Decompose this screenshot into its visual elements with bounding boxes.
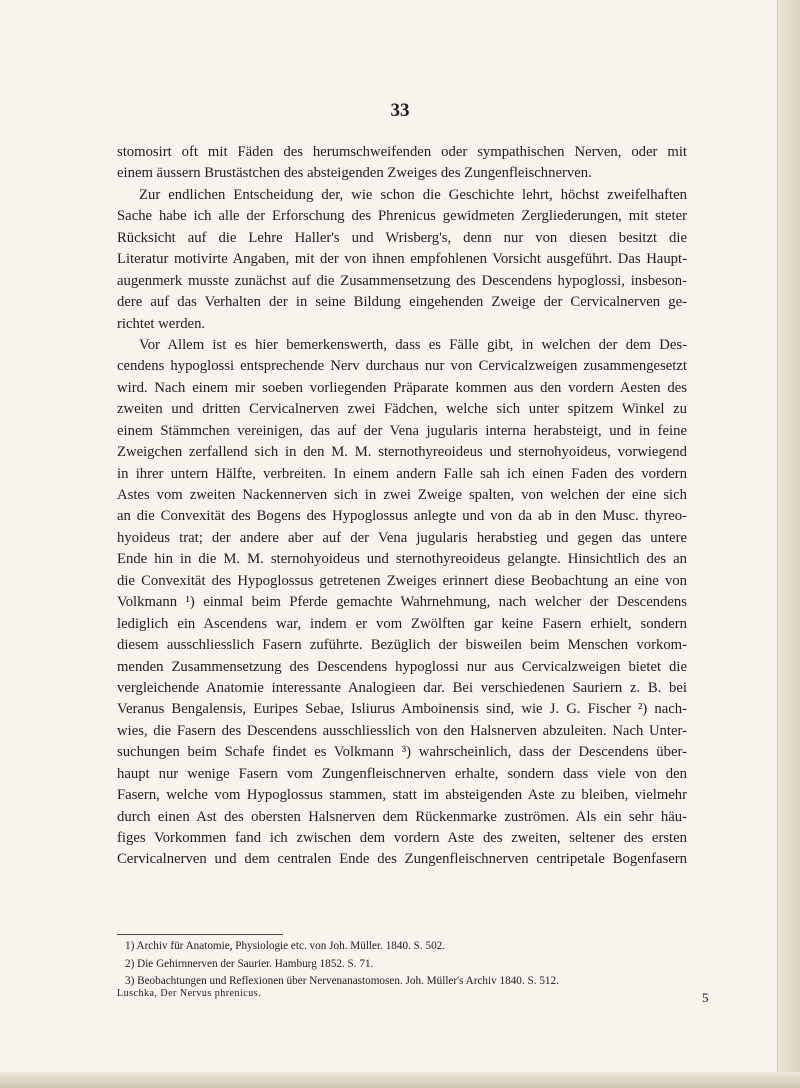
text-line: Cervicalnerven und dem centralen Ende des Zungenfleischnerven centripetale Bogenfasern xyxy=(117,851,687,868)
text-line: Vor Allem ist es hier bemerkenswerth, dass es Fälle gibt, in welchen der dem Des- xyxy=(139,336,687,353)
text-line: Sache habe ich alle der Erforschung des Phrenicus gewidmeten Zergliederungen, mit steter xyxy=(117,208,687,225)
text-line: zweiten und dritten Cervicalnerven zwei Fädchen, welche sich unter spitzem Winkel zu xyxy=(117,401,687,418)
text-line: Astes vom zweiten Nackennerven sich in zwei Zweige spalten, von welchen der eine sich xyxy=(117,487,687,503)
text-line: Fasern, welche vom Hypoglossus stammen, statt im absteigenden Aste zu bleiben, vielmehr xyxy=(117,787,687,804)
footnote-rule xyxy=(117,934,283,935)
text-line: figes Vorkommen fand ich zwischen dem vordern Aste des zweiten, seltener des ersten xyxy=(117,830,687,846)
text-line: diesem ausschliesslich Fasern zuführte. Bezüglich der bisweilen beim Menschen vorkom- xyxy=(117,637,687,654)
text-line: wird. Nach einem mir soeben vorliegenden Präparate kommen aus den vordern Aesten des xyxy=(117,379,687,396)
text-line: einem Stämmchen vereinigen, das auf der Vena jugularis interna herabsteigt, und in feine xyxy=(117,422,687,439)
text-line: Zweigchen zerfallend sich in den M. M. sternothyreoideus und sternohyoideus, vorwiegend xyxy=(117,444,687,461)
text-line: Ende hin in die M. M. sternohyoideus und sternothyreoideus gelangte. Hinsichtlich des an xyxy=(117,551,687,568)
footnote: 1) Archiv für Anatomie, Physiologie etc. von Joh. Müller. 1840. S. 502. xyxy=(125,940,446,952)
text-line: wies, die Fasern des Descendens ausschliesslich von den Halsnerven abzuleiten. Nach Unter- xyxy=(117,722,687,739)
text-line: menden Zusammensetzung des Descendens hypoglossi nur aus Cervicalzweigen bietet die xyxy=(117,658,687,675)
text-line: einem äussern Brustästchen des absteigenden Zweiges des Zungenfleischnerven. xyxy=(117,165,592,182)
text-line: in ihrer untern Hälfte, verbreiten. In einem andern Falle sah ich einen Faden des vordern xyxy=(117,465,687,482)
text-line: cendens hypoglossi entsprechende Nerv durchaus nur von Cervicalzweigen zusammengesetzt xyxy=(117,358,687,375)
text-line: haupt nur wenige Fasern vom Zungenfleischnerven erhalte, sondern dass viele von den xyxy=(117,765,687,782)
text-line: lediglich ein Ascendens war, indem er vom Zwölften gar keine Fasern erhielt, sondern xyxy=(117,615,687,632)
footnotes xyxy=(125,938,685,991)
text-line: an die Convexität des Bogens des Hypoglossus anlegte und von da ab in den Musc. thyreo- xyxy=(117,508,687,525)
text-line: dere auf das Verhalten der in seine Bildung eingehenden Zweige der Cervicalnerven ge- xyxy=(117,294,687,311)
running-footer: Luschka, Der Nervus phrenicus. xyxy=(117,988,262,999)
text-line: augenmerk musste zunächst auf die Zusammensetzung des Descendens hypoglossi, insbeson- xyxy=(117,272,687,289)
text-line: Rücksicht auf die Lehre Haller's und Wrisberg's, denn nur von diesen besitzt die xyxy=(117,229,687,246)
signature-mark: 5 xyxy=(702,990,709,1005)
footnote: 2) Die Gehirnnerven der Saurier. Hamburg 1852. S. 71. xyxy=(125,957,374,970)
text-line: richtet werden. xyxy=(117,315,206,332)
body-text xyxy=(117,142,687,871)
text-line: vergleichende Anatomie interessante Analogieen dar. Bei verschiedenen Sauriern z. B. bei xyxy=(117,679,687,696)
text-line: Volkmann ¹) einmal beim Pferde gemachte Wahrnehmung, nach welcher der Descendens xyxy=(117,594,687,611)
page-edge xyxy=(777,0,800,1088)
page-number: 33 xyxy=(390,100,410,121)
text-line: die Convexität des Hypoglossus getretenen Zweiges erinnert diese Beobachtung an eine von xyxy=(117,572,687,589)
bottom-edge xyxy=(0,1072,800,1088)
footnote: 3) Beobachtungen und Reflexionen über Nervenanastomosen. Joh. Müller's Archiv 1840. S. 512. xyxy=(125,975,559,988)
text-line: stomosirt oft mit Fäden des herumschweifenden oder sympathischen Nerven, oder mit xyxy=(117,144,687,160)
text-line: Veranus Bengalensis, Euripes Sebae, Isliurus Amboinensis sind, wie J. G. Fischer ²) nach- xyxy=(117,701,687,718)
text-line: Literatur motivirte Angaben, mit der von ihnen empfohlenen Vorsicht ausgeführt. Das Haupt- xyxy=(117,251,687,268)
text-line: Zur endlichen Entscheidung der, wie schon die Geschichte lehrt, höchst zweifelhaften xyxy=(139,186,687,203)
text-line: durch einen Ast des obersten Halsnerven dem Rückenmarke zuströmen. Als ein sehr häu- xyxy=(117,808,687,825)
text-line: suchungen beim Schafe findet es Volkmann ³) wahrscheinlich, dass der Descendens über- xyxy=(117,744,687,761)
text-line: hyoideus trat; der andere aber auf der Vena jugularis herabstieg und gegen das untere xyxy=(117,529,687,546)
